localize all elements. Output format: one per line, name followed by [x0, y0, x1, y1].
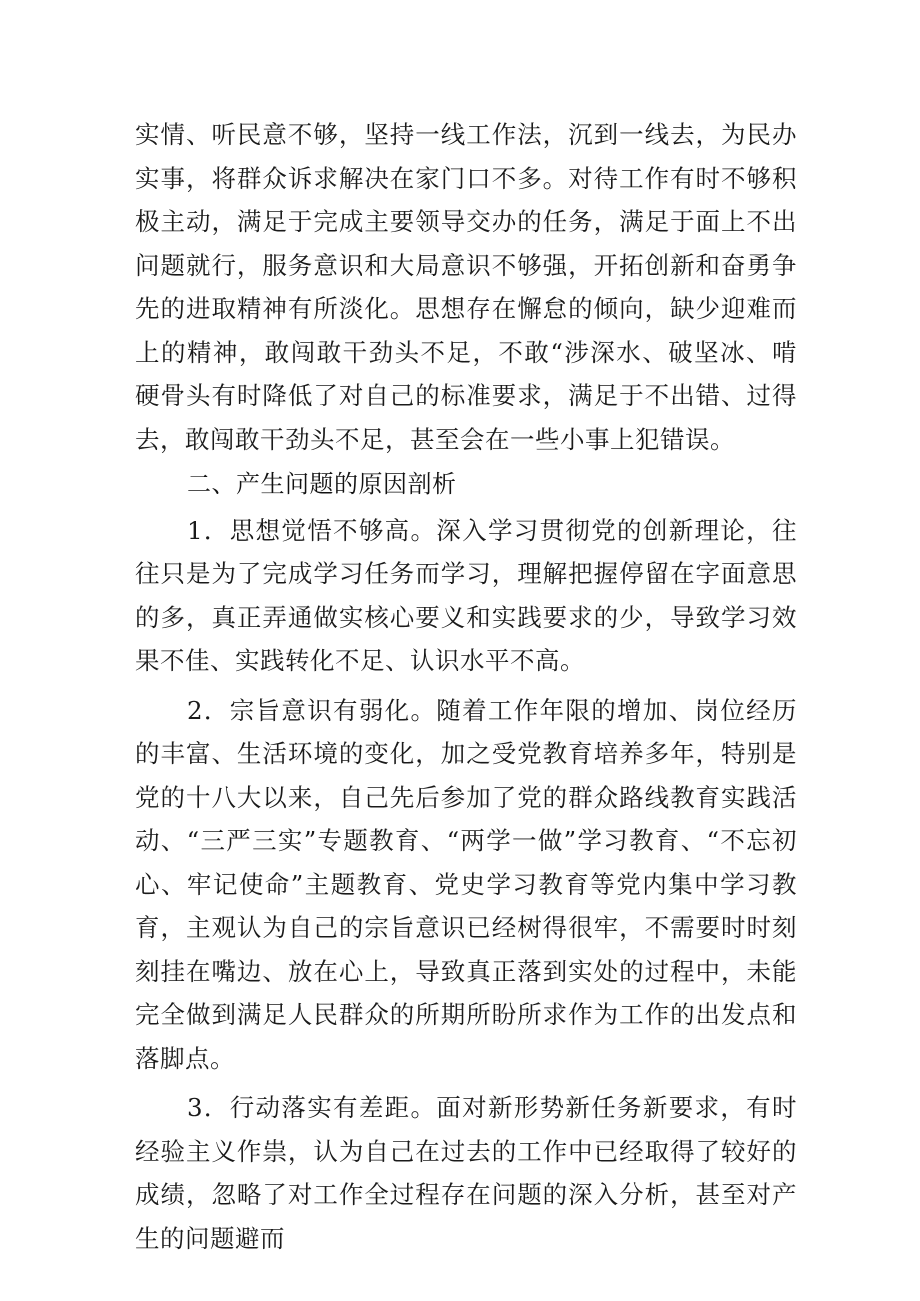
paragraph-2: 2．宗旨意识有弱化。随着工作年限的增加、岗位经历的丰富、生活环境的变化，加之受党教育培养多年，特别是党的十八大以来，自己先后参加了党的群众路线教育实践活动、“三严三实”专题教育、“两学一做”学习教育、“不忘初心、牢记使命”主题教育、党史学习教育等党内集中学习教育，主观认为自己的宗旨意识已经树得很牢，不需要时时刻刻挂在嘴边、放在心上，导致真正落到实处的过程中，未能完全做到满足人民群众的所期所盼所求作为工作的出发点和落脚点。 [135, 695, 797, 1073]
paragraph-1: 1．思想觉悟不够高。深入学习贯彻党的创新理论，往往只是为了完成学习任务而学习，理解把握停留在字面意思的多，真正弄通做实核心要义和实践要求的少，导致学习效果不佳、实践转化不足、认识水平不高。 [135, 515, 797, 675]
continuation-paragraph: 实情、听民意不够，坚持一线工作法，沉到一线去，为民办实事，将群众诉求解决在家门口不多。对待工作有时不够积极主动，满足于完成主要领导交办的任务，满足于面上不出问题就行，服务意识和大局意识不够强，开拓创新和奋勇争先的进取精神有所淡化。思想存在懈怠的倾向，缺少迎难而上的精神，敢闯敢干劲头不足，不敢“涉深水、破坚冰、啃硬骨头有时降低了对自己的标准要求，满足于不出错、过得去，敢闯敢干劲头不足，甚至会在一些小事上犯错误。 [135, 120, 797, 454]
section-heading: 二、产生问题的原因剖析 [187, 470, 457, 498]
document-body [135, 113, 797, 1260]
paragraph-3: 3．行动落实有差距。面对新形势新任务新要求，有时经验主义作祟，认为自己在过去的工作中已经取得了较好的成绩，忽略了对工作全过程存在问题的深入分析，甚至对产生的问题避而 [135, 1093, 797, 1253]
